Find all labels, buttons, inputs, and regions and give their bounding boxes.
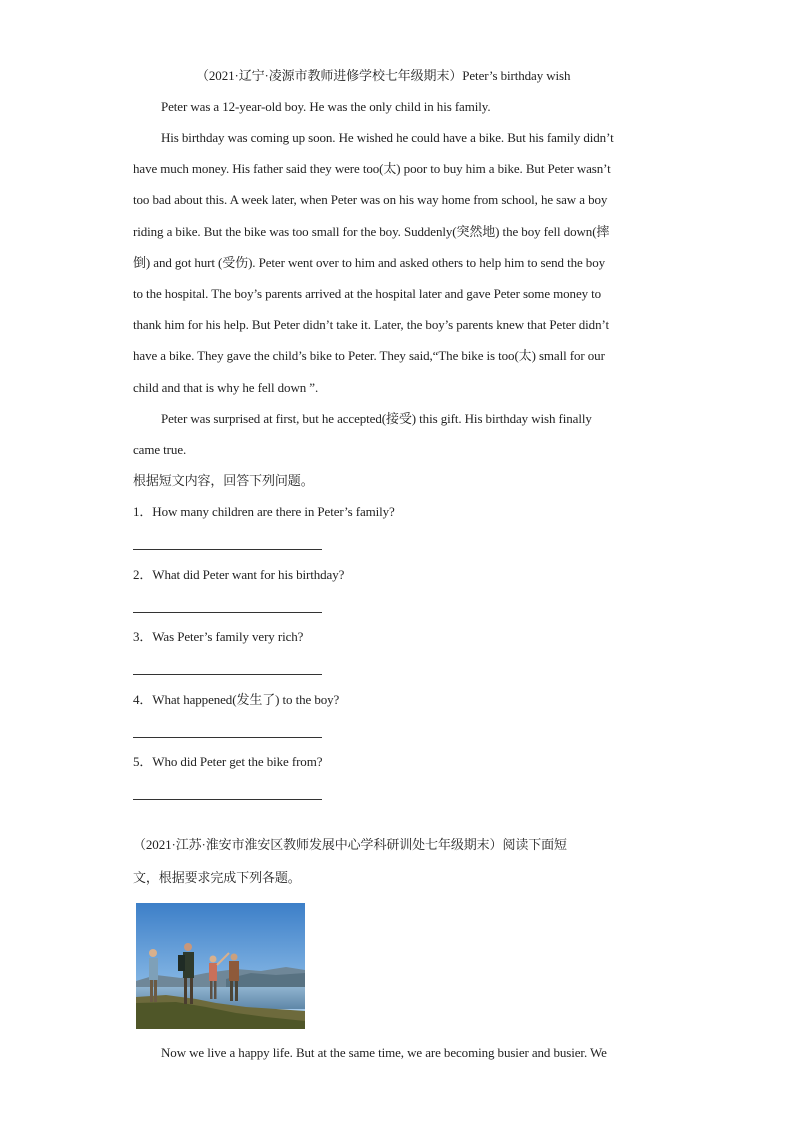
passage-line: Peter was surprised at first, but he accepted(接受) this gift. His birthday wish finally (161, 411, 592, 426)
passage-line: His birthday was coming up soon. He wished he could have a bike. But his family didn’t (161, 130, 614, 145)
passage-line: child and that is why he fell down ”. (133, 380, 319, 395)
section2-header-cont: 文，根据要求完成下列各题。 (133, 870, 301, 885)
question-4: 4．What happened(发生了) to the boy? (133, 692, 340, 707)
answer-line-3[interactable] (133, 674, 322, 675)
question-2: 2．What did Peter want for his birthday? (133, 567, 345, 582)
passage-line: riding a bike. But the bike was too small for the boy. Suddenly(突然地) the boy fell down(摔 (133, 224, 610, 239)
answer-line-5[interactable] (133, 799, 322, 800)
passage-line: too bad about this. A week later, when Peter was on his way home from school, he saw a boy (133, 192, 608, 207)
instruction-text: 根据短文内容，回答下列问题。 (133, 473, 314, 488)
answer-line-4[interactable] (133, 737, 322, 738)
answer-line-2[interactable] (133, 612, 322, 613)
question-1: 1．How many children are there in Peter’s family? (133, 504, 395, 519)
section2-header: （2021·江苏·淮安市淮安区教师发展中心学科研训处七年级期末）阅读下面短 (133, 837, 567, 852)
passage-title: （2021·辽宁·凌源市教师进修学校七年级期末）Peter’s birthday wish (196, 68, 571, 83)
passage2-first-line: Now we live a happy life. But at the same time, we are becoming busier and busier. We (161, 1045, 607, 1060)
hikers-photo (136, 903, 305, 1029)
passage-line: have much money. His father said they were too(太) poor to buy him a bike. But Peter wasn’t (133, 161, 611, 176)
answer-line-1[interactable] (133, 549, 322, 550)
passage-line: 倒) and got hurt (受伤). Peter went over to him and asked others to help him to send the boy (133, 255, 606, 270)
passage-line: came true. (133, 442, 187, 457)
question-5: 5．Who did Peter get the bike from? (133, 754, 323, 769)
passage-line: Peter was a 12-year-old boy. He was the only child in his family. (161, 99, 491, 114)
passage-line: thank him for his help. But Peter didn’t take it. Later, the boy’s parents knew that Peter didn’t (133, 317, 609, 332)
passage-line: have a bike. They gave the child’s bike to Peter. They said,“The bike is too(太) small for our (133, 348, 605, 363)
passage-line: to the hospital. The boy’s parents arrived at the hospital later and gave Peter some money to (133, 286, 602, 301)
question-3: 3．Was Peter’s family very rich? (133, 629, 304, 644)
